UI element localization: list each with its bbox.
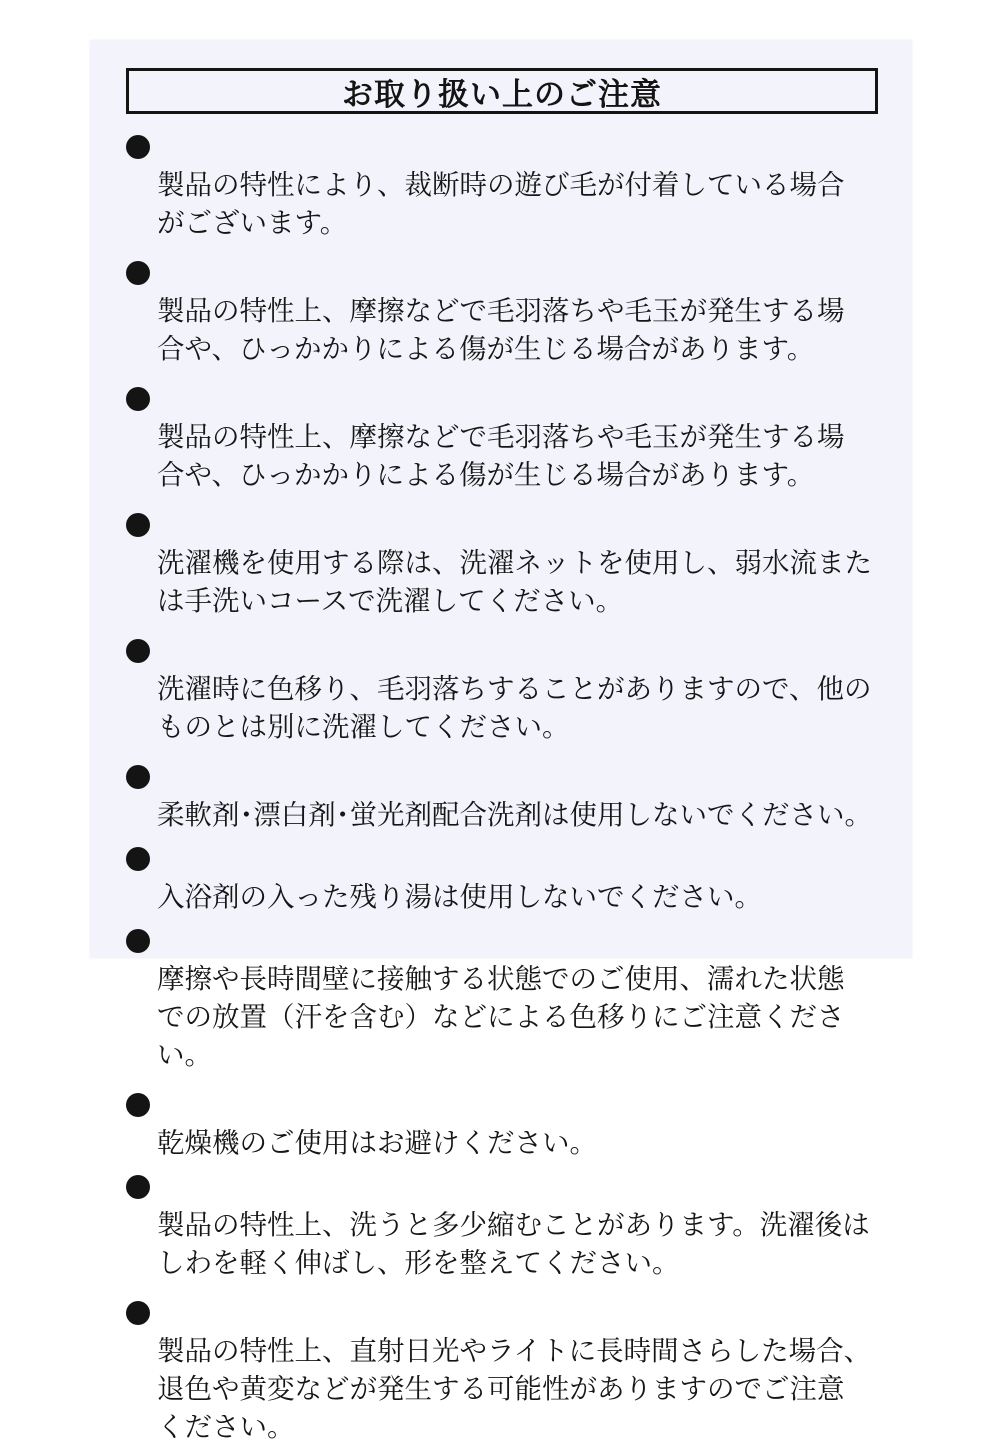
bullet-icon	[126, 639, 150, 663]
bullet-icon	[126, 847, 150, 871]
bullet-icon	[126, 261, 150, 285]
notice-item-6	[126, 758, 896, 834]
bullet-icon	[126, 1301, 150, 1325]
notice-text: 製品の特性上、洗うと多少縮むことがあります。洗濯後は しわを軽く伸ばし、形を整えてください。	[157, 1209, 870, 1279]
notice-item-7	[126, 840, 896, 916]
notice-item-11	[126, 1294, 896, 1446]
notice-text: 製品の特性上、摩擦などで毛羽落ちや毛玉が発生する場 合や、ひっかかりによる傷が生じる場合があります。	[157, 295, 845, 365]
notice-text: 柔軟剤･漂白剤･蛍光剤配合洗剤は使用しないでください。	[157, 799, 872, 831]
notice-text: 摩擦や長時間壁に接触する状態でのご使用、濡れた状態 での放置（汗を含む）などによる色移りにご注意ください。	[157, 963, 845, 1071]
bullet-icon	[126, 387, 150, 411]
notice-text: 製品の特性上、摩擦などで毛羽落ちや毛玉が発生する場 合や、ひっかかりによる傷が生じる場合があります。	[157, 421, 845, 491]
bullet-icon	[126, 135, 150, 159]
notice-text: 洗濯機を使用する際は、洗濯ネットを使用し、弱水流また は手洗いコースで洗濯してください。	[157, 547, 872, 617]
bullet-icon	[126, 765, 150, 789]
notice-item-2	[126, 254, 896, 368]
notice-list	[126, 128, 896, 1446]
notice-item-5	[126, 632, 896, 746]
page-title: お取り扱い上のご注意	[342, 76, 662, 113]
notice-item-8	[126, 922, 896, 1074]
title-box	[126, 68, 878, 114]
notice-text: 洗濯時に色移り、毛羽落ちすることがありますので、他の ものとは別に洗濯してください。	[157, 673, 872, 743]
notice-item-4	[126, 506, 896, 620]
notice-text: 製品の特性により、裁断時の遊び毛が付着している場合 がございます。	[157, 169, 845, 239]
notice-text: 乾燥機のご使用はお避けください。	[157, 1127, 597, 1159]
bullet-icon	[126, 1093, 150, 1117]
bullet-icon	[126, 929, 150, 953]
bullet-icon	[126, 513, 150, 537]
notice-item-1	[126, 128, 896, 242]
notice-item-3	[126, 380, 896, 494]
notice-item-10	[126, 1168, 896, 1282]
notice-text: 入浴剤の入った残り湯は使用しないでください。	[157, 881, 762, 913]
bullet-icon	[126, 1175, 150, 1199]
notice-item-9	[126, 1086, 896, 1162]
care-label-card	[90, 40, 912, 1443]
notice-text: 製品の特性上、直射日光やライトに長時間さらした場合、 退色や黄変などが発生する可能性がありますのでご注意 ください。	[157, 1335, 872, 1443]
